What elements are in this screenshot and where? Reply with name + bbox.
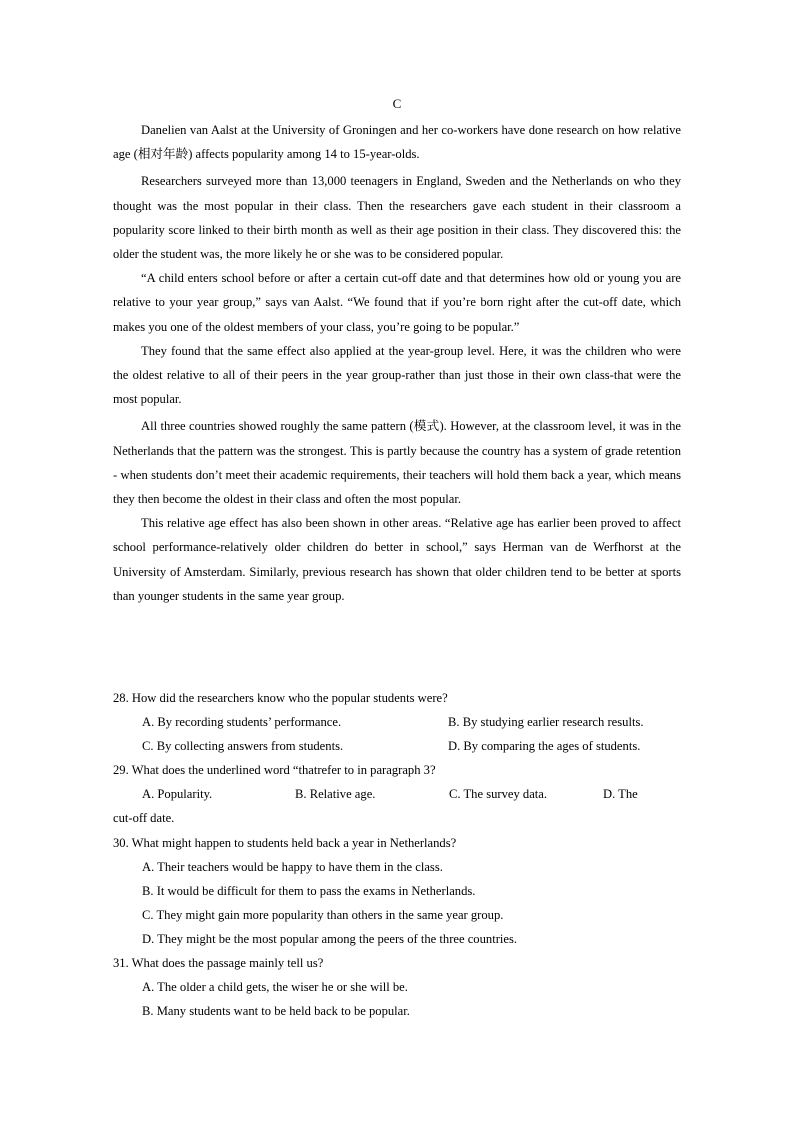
question-28-options-row-2 — [113, 734, 681, 758]
question-30-option-a: A. Their teachers would be happy to have them in the class. — [142, 859, 443, 874]
question-28-options-row-1 — [113, 710, 681, 734]
question-30-option-c: C. They might gain more popularity than others in the same year group. — [142, 907, 504, 922]
question-29-option-d: D. The — [603, 787, 638, 802]
question-29-option-d-continued: cut-off date. — [113, 811, 175, 826]
question-29-stem: 29. What does the underlined word “thatrefer to in paragraph 3? — [113, 763, 436, 778]
section-title: C — [392, 96, 402, 111]
question-30-option-b: B. It would be difficult for them to pass the exams in Netherlands. — [142, 883, 476, 898]
question-28-option-d: D. By comparing the ages of students. — [448, 739, 641, 754]
question-28-option-b: B. By studying earlier research results. — [448, 715, 644, 730]
question-31-option-a: A. The older a child gets, the wiser he or she will be. — [142, 980, 408, 995]
paragraph-3: “A child enters school before or after a certain cut-off date and that determines how old or young you are relative to your year group,” says van Aalst. “We found that if you’re born right after the cut-off date, which makes you one of the oldest members of your class, you’re going to be popular.” — [113, 271, 681, 334]
question-31-stem: 31. What does the passage mainly tell us? — [113, 956, 324, 971]
question-29-options-row — [113, 782, 681, 806]
question-30-stem: 30. What might happen to students held back a year in Netherlands? — [113, 835, 457, 850]
question-28-option-a: A. By recording students’ performance. — [142, 715, 342, 730]
paragraph-5: All three countries showed roughly the same pattern (模式). However, at the classroom level, it was in the Netherlands that the pattern was the strongest. This is partly because the country has a system of grade retention - when students don’t meet their academic requirements, their teachers will hold them back a year, which means they then become the oldest in their class and often the most popular. — [113, 419, 681, 507]
question-31-option-b: B. Many students want to be held back to be popular. — [142, 1004, 410, 1019]
question-29-option-c: C. The survey data. — [449, 787, 548, 802]
question-list — [113, 686, 681, 1023]
paragraph-1: Danelien van Aalst at the University of Groningen and her co-workers have done research on how relative age (相对年龄) affects popularity among 14 to 15-year-olds. — [113, 123, 681, 162]
paragraph-6: This relative age effect has also been shown in other areas. “Relative age has earlier been proved to affect school performance-relatively older children do better in school,” says Herman van de Werfhorst at the University of Amsterdam. Similarly, previous research has shown that older children tend to be better at sports than younger students in the same year group. — [113, 516, 681, 603]
paragraph-2: Researchers surveyed more than 13,000 teenagers in England, Sweden and the Netherlands on who they thought was the most popular in their class. Then the researchers gave each student in their classroom a popularity score linked to their birth month as well as their age position in their class. They discovered this: the older the student was, the more likely he or she was to be considered popular. — [113, 174, 681, 262]
question-28-option-c: C. By collecting answers from students. — [142, 739, 344, 754]
paragraph-4: They found that the same effect also applied at the year-group level. Here, it was the children who were the oldest relative to all of their peers in the year group-rather than just those in their own class-that were the most popular. — [113, 343, 681, 407]
question-29-option-a: A. Popularity. — [142, 787, 213, 802]
question-30-option-d: D. They might be the most popular among the peers of the three countries. — [142, 931, 518, 946]
question-29-option-b: B. Relative age. — [295, 787, 376, 802]
reading-passage — [113, 118, 681, 608]
question-28-stem: 28. How did the researchers know who the popular students were? — [113, 691, 448, 705]
